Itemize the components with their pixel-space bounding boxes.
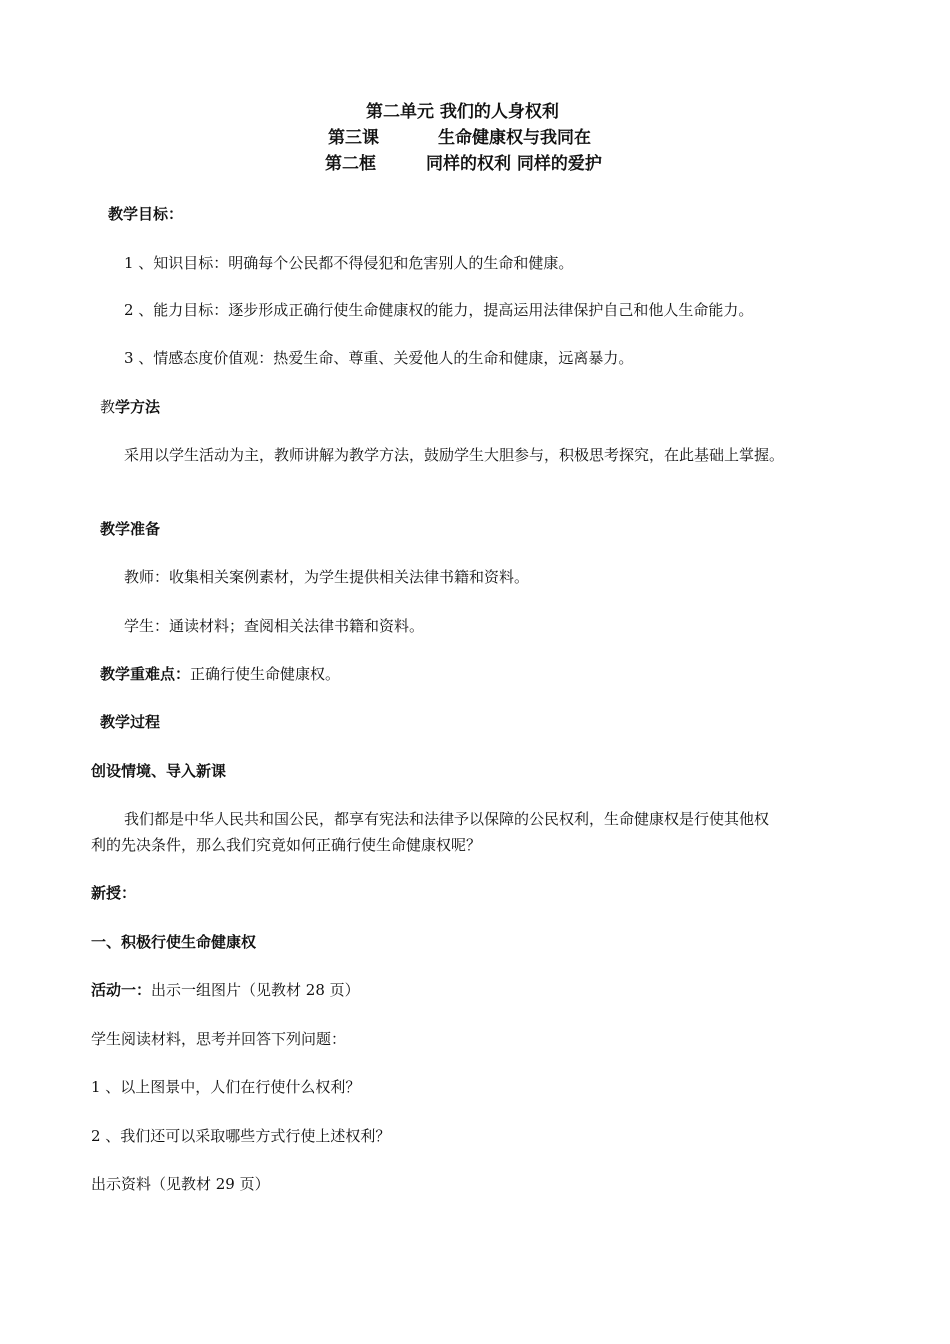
method-text: 采用以学生活动为主，教师讲解为教学方法，鼓励学生大胆参与，积极思考探究，在此基础上掌握。 [124, 446, 785, 464]
preparation-student: 学生：通读材料；查阅相关法律书籍和资料。 [124, 617, 425, 635]
activity-1-label: 活动一： [91, 981, 152, 999]
key-points-text: 正确行使生命健康权。 [190, 665, 341, 683]
intro-line-2: 利的先决条件，那么我们究竟如何正确行使生命健康权呢？ [91, 836, 482, 854]
preparation-teacher: 教师：收集相关案例素材，为学生提供相关法律书籍和资料。 [124, 568, 530, 586]
unit-title: 第二单元 我们的人身权利 [366, 102, 559, 122]
objective-item-1: 1 、知识目标：明确每个公民都不得侵犯和危害别人的生命和健康。 [124, 254, 574, 272]
new-lesson-heading: 新授： [91, 884, 137, 902]
lesson-title: 生命健康权与我同在 [438, 128, 591, 148]
intro-heading: 创设情境、导入新课 [91, 762, 227, 780]
key-points-label: 教学重难点： [100, 665, 191, 683]
objectives-heading: 教学目标： [108, 205, 184, 223]
intro-line-1: 我们都是中华人民共和国公民，都享有宪法和法律予以保障的公民权利，生命健康权是行使其他权 [124, 810, 770, 828]
activity-1 [91, 980, 360, 1000]
objective-item-3: 3 、情感态度价值观：热爱生命、尊重、关爱他人的生命和健康，远离暴力。 [124, 349, 634, 367]
section-1-heading: 一、积极行使生命健康权 [91, 933, 257, 951]
method-heading-prefix: 教 [100, 398, 116, 416]
key-points [100, 664, 340, 684]
frame-title: 同样的权利 同样的爱护 [426, 154, 602, 174]
read-prompt: 学生阅读材料，思考并回答下列问题： [91, 1030, 347, 1048]
activity-1-text: 出示一组图片（见教材 28 页） [151, 981, 360, 999]
method-heading [100, 397, 160, 417]
frame-label: 第二框 [325, 154, 376, 174]
lesson-label: 第三课 [328, 128, 379, 148]
method-heading-rest: 学方法 [115, 398, 161, 416]
question-2: 2 、我们还可以采取哪些方式行使上述权利？ [91, 1127, 391, 1145]
objective-item-2: 2 、能力目标：逐步形成正确行使生命健康权的能力，提高运用法律保护自己和他人生命能力。 [124, 301, 754, 319]
question-1: 1 、以上图景中，人们在行使什么权利？ [91, 1078, 361, 1096]
preparation-heading: 教学准备 [100, 520, 161, 538]
material-reference: 出示资料（见教材 29 页） [91, 1175, 270, 1193]
process-heading: 教学过程 [100, 713, 161, 731]
